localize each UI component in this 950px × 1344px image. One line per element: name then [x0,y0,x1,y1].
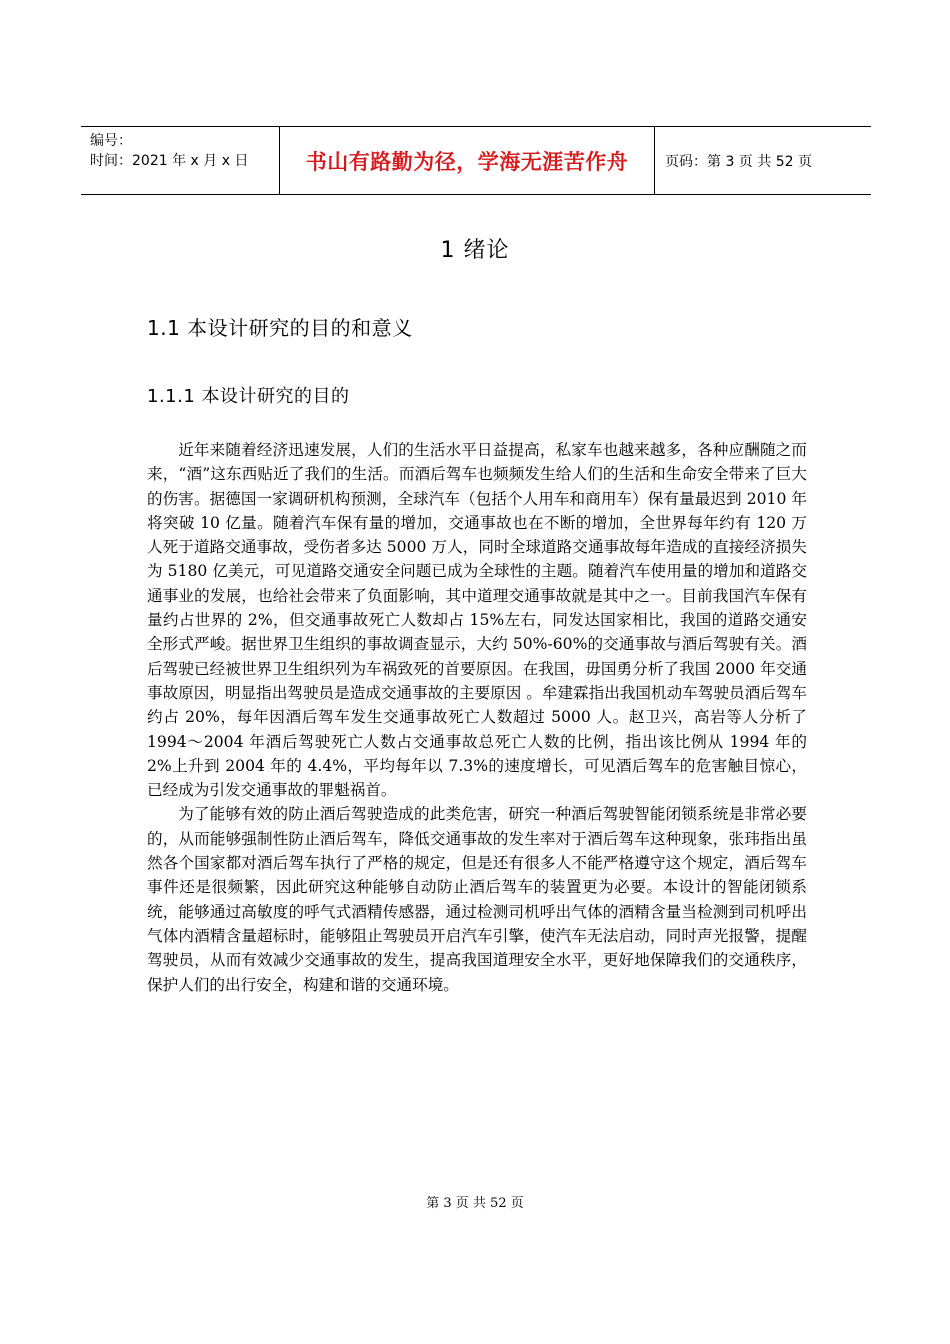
paragraph: 近年来随着经济迅速发展，人们的生活水平日益提高，私家车也越来越多，各种应酬随之而来，“酒”这东西贴近了我们的生活。而酒后驾车也频频发生给人们的生活和生命安全带来了巨大的伤害。据德国一家调研机构预测，全球汽车（包括个人用车和商用车）保有量最迟到 2010 年将突破 10 亿量。随着汽车保有量的增加，交通事故也在不断的增加，全世界每年约有 120 万人死于道路交通事故，受伤者多达 5000 万人，同时全球道路交通事故每年造成的直接经济损失为 5180 亿美元，可见道路交通安全问题已成为全球性的主题。随着汽车使用量的增加和道路交通事业的发展，也给社会带来了负面影响，其中道理交通事故就是其中之一。目前我国汽车保有量约占世界的 2%，但交通事故死亡人数却占 15%左右，同发达国家相比，我国的道路交通安全形式严峻。据世界卫生组织的事故调查显示，大约 50%-60%的交通事故与酒后驾驶有关。酒后驾驶已经被世界卫生组织列为车祸致死的首要原因。在我国，毋国勇分析了我国 2000 年交通事故原因，明显指出驾驶员是造成交通事故的主要原因 。牟建霖指出我国机动车驾驶员酒后驾车约占 20%，每年因酒后驾车发生交通事故死亡人数超过 5000 人。赵卫兴，高岩等人分析了 1994～2004 年酒后驾驶死亡人数占交通事故总死亡人数的比例，指出该比例从 1994 年的 2%上升到 2004 年的 4.4%，平均每年以 7.3%的速度增长，可见酒后驾车的危害触目惊心，已经成为引发交通事故的罪魁祸首。 [147,441,807,800]
chapter-title: 1 绪论 [440,238,510,263]
paragraph: 为了能够有效的防止酒后驾驶造成的此类危害，研究一种酒后驾驶智能闭锁系统是非常必要的，从而能够强制性防止酒后驾车，降低交通事故的发生率对于酒后驾车这种现象，张玮指出虽然各个国家都对酒后驾车执行了严格的规定，但是还有很多人不能严格遵守这个规定，酒后驾车事件还是很频繁，因此研究这种能够自动防止酒后驾车的装置更为必要。本设计的智能闭锁系统，能够通过高敏度的呼气式酒精传感器，通过检测司机呼出气体的酒精含量当检测到司机呼出气体内酒精含量超标时，能够阻止驾驶员开启汽车引擎，使汽车无法启动，同时声光报警，提醒驾驶员，从而有效减少交通事故的发生，提高我国道理安全水平，更好地保障我们的交通秩序，保护人们的出行安全，构建和谐的交通环境。 [147,805,807,994]
header-meta [81,127,279,194]
body-text [147,438,807,997]
header-page-cell [655,127,871,194]
section-title: 1.1 本设计研究的目的和意义 [147,316,413,340]
subsection-title: 1.1.1 本设计研究的目的 [147,386,350,407]
page-footer: 第 3 页 共 52 页 [426,1196,524,1211]
header-page-info: 页码：第 3 页 共 52 页 [665,153,812,170]
document-number-label: 编号： [90,133,132,149]
header-motto-cell [279,127,655,194]
header-motto: 书山有路勤为径，学海无涯苦作舟 [305,149,629,174]
document-time-label: 时间：2021 年 x 月 x 日 [90,153,249,169]
page-header [81,126,871,195]
